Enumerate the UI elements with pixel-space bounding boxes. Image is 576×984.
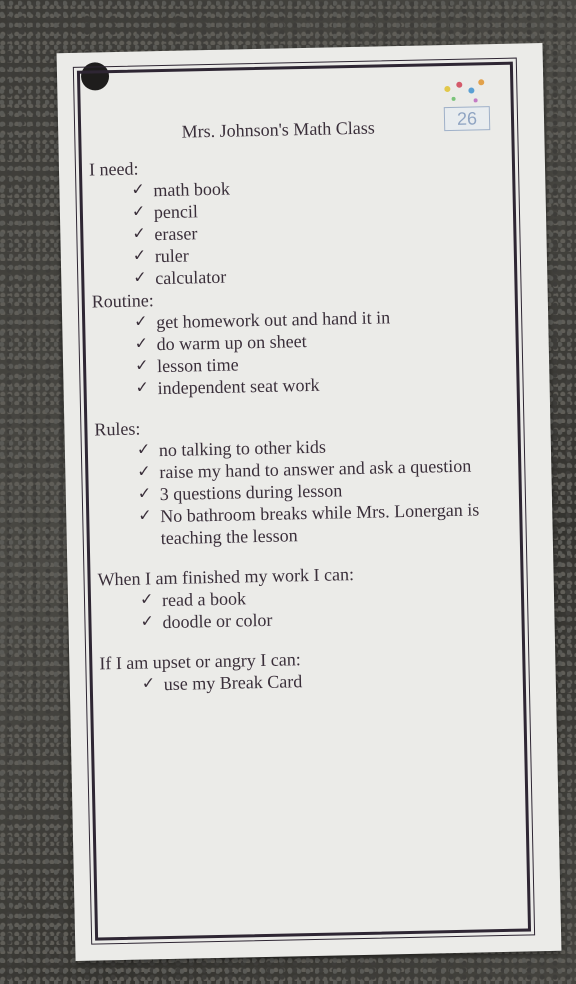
item-list [140, 582, 519, 634]
checkmark-icon: ✓ [134, 335, 149, 353]
section-heading: Routine: [91, 290, 154, 312]
checkmark-icon: ✓ [136, 441, 151, 459]
checkmark-icon: ✓ [138, 507, 152, 525]
checkmark-icon: ✓ [131, 203, 146, 221]
list-item: ✓ pencil [131, 201, 199, 223]
checkmark-icon: ✓ [141, 675, 156, 693]
section-heading: If I am upset or angry I can: [99, 649, 301, 674]
sticker-number: 26 [444, 106, 490, 131]
section-heading: I need: [88, 158, 139, 180]
section-i-need [89, 150, 512, 291]
checkmark-icon: ✓ [133, 269, 147, 287]
checkmark-icon: ✓ [137, 485, 152, 503]
list-item: ✓ ruler [132, 245, 190, 267]
list-item: ✓ lesson time [134, 354, 239, 377]
list-item: ✓ independent seat work [135, 374, 320, 399]
sticker-decoration-icon [435, 74, 500, 109]
section-rules [94, 410, 517, 551]
checkmark-icon: ✓ [132, 225, 146, 243]
checkmark-icon: ✓ [137, 463, 151, 481]
list-item: ✓ eraser [132, 223, 198, 245]
section-if-upset [99, 644, 520, 697]
list-item: ✓ doodle or color [140, 609, 273, 633]
checkmark-icon: ✓ [134, 313, 148, 331]
section-routine [92, 282, 514, 401]
list-item: ✓ get homework out and hand it in [134, 307, 391, 333]
card-title: Mrs. Johnson's Math Class [181, 117, 376, 142]
list-item: ✓ math book [131, 178, 231, 201]
item-list [131, 172, 511, 290]
item-list [134, 304, 514, 400]
list-item: ✓ do warm up on sheet [134, 331, 307, 355]
list-item: ✓ No bathroom breaks while Mrs. Lonergan is teaching the lesson [138, 499, 480, 549]
section-heading: Rules: [94, 418, 141, 440]
list-item: ✓ use my Break Card [141, 671, 303, 695]
item-list [137, 432, 517, 550]
checkmark-icon: ✓ [139, 591, 154, 609]
list-item: ✓ calculator [133, 266, 227, 289]
section-heading: When I am finished my work I can: [97, 564, 355, 590]
checkmark-icon: ✓ [140, 613, 155, 631]
list-item: ✓ 3 questions during lesson [137, 480, 343, 505]
checkmark-icon: ✓ [135, 379, 150, 397]
classroom-card [57, 43, 562, 961]
checkmark-icon: ✓ [134, 357, 149, 375]
card-content [88, 114, 520, 697]
list-item: ✓ read a book [139, 588, 247, 611]
list-item: ✓ no talking to other kids [136, 436, 327, 461]
list-item: ✓ raise my hand to answer and ask a question [137, 455, 472, 483]
checkmark-icon: ✓ [132, 247, 147, 265]
section-when-finished [97, 560, 518, 635]
checkmark-icon: ✓ [131, 181, 146, 199]
